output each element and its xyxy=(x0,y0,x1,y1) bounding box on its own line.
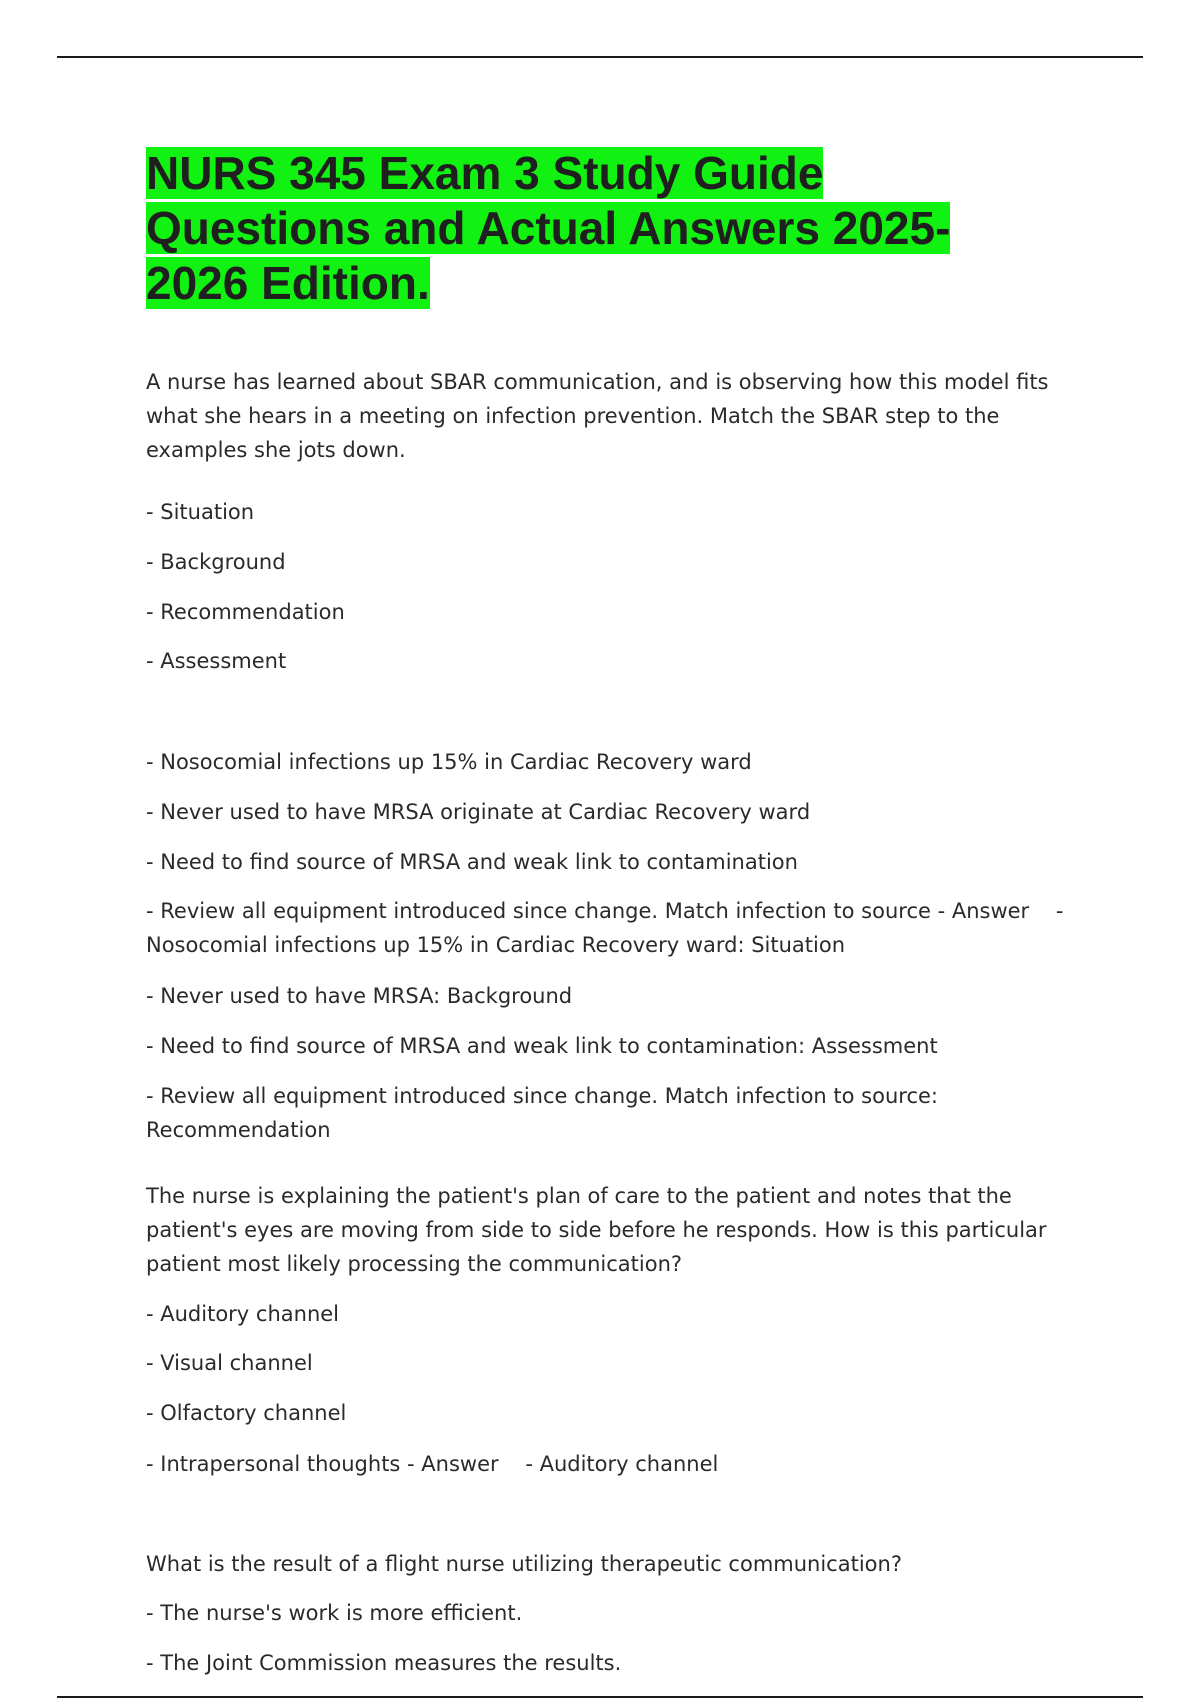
q2-prompt: The nurse is explaining the patient's plan of care to the patient and notes that the patient's eyes are moving from side to side before he responds. How is this particular patient most likely processing the communication? xyxy=(146,1184,1054,1276)
q3-prompt: What is the result of a flight nurse utilizing therapeutic communication? xyxy=(146,1552,902,1576)
q1-answer-assessment: - Need to find source of MRSA and weak link to contamination: Assessment xyxy=(146,1034,938,1058)
q1-example-1: - Nosocomial infections up 15% in Cardiac Recovery ward xyxy=(146,750,752,774)
q1-step-recommendation: - Recommendation xyxy=(146,600,345,624)
q1-step-background: - Background xyxy=(146,550,286,574)
q2-option-1: - Auditory channel xyxy=(146,1302,340,1326)
q2-option-3: - Olfactory channel xyxy=(146,1401,347,1425)
document-title xyxy=(146,146,1046,311)
q1-answer-background: - Never used to have MRSA: Background xyxy=(146,984,573,1008)
q1-prompt: A nurse has learned about SBAR communication, and is observing how this model fits what she hears in a meeting on infection prevention. Match the SBAR step to the examples she jots down. xyxy=(146,370,1056,462)
q1-answer-recommendation: - Review all equipment introduced since change. Match infection to source: Recommendation xyxy=(146,1084,945,1142)
q3-option-1: - The nurse's work is more efficient. xyxy=(146,1601,523,1625)
q1-example-2: - Never used to have MRSA originate at Cardiac Recovery ward xyxy=(146,800,811,824)
title-highlight: NURS 345 Exam 3 Study Guide Questions and Actual Answers 2025-2026 Edition. xyxy=(146,147,951,309)
q3-option-2: - The Joint Commission measures the results. xyxy=(146,1651,622,1675)
q1-example-3: - Need to find source of MRSA and weak link to contamination xyxy=(146,850,798,874)
q2-option-2: - Visual channel xyxy=(146,1351,313,1375)
top-rule xyxy=(57,56,1143,58)
q1-step-assessment: - Assessment xyxy=(146,649,287,673)
q1-step-situation: - Situation xyxy=(146,500,255,524)
q2-option-4-with-answer: - Intrapersonal thoughts - Answer - Auditory channel xyxy=(146,1452,719,1476)
bottom-rule xyxy=(57,1696,1143,1698)
q1-example-4-with-answer: - Review all equipment introduced since change. Match infection to source - Answer - Nosocomial infections up 15% in Cardiac Recovery ward: Situation xyxy=(146,899,1071,957)
